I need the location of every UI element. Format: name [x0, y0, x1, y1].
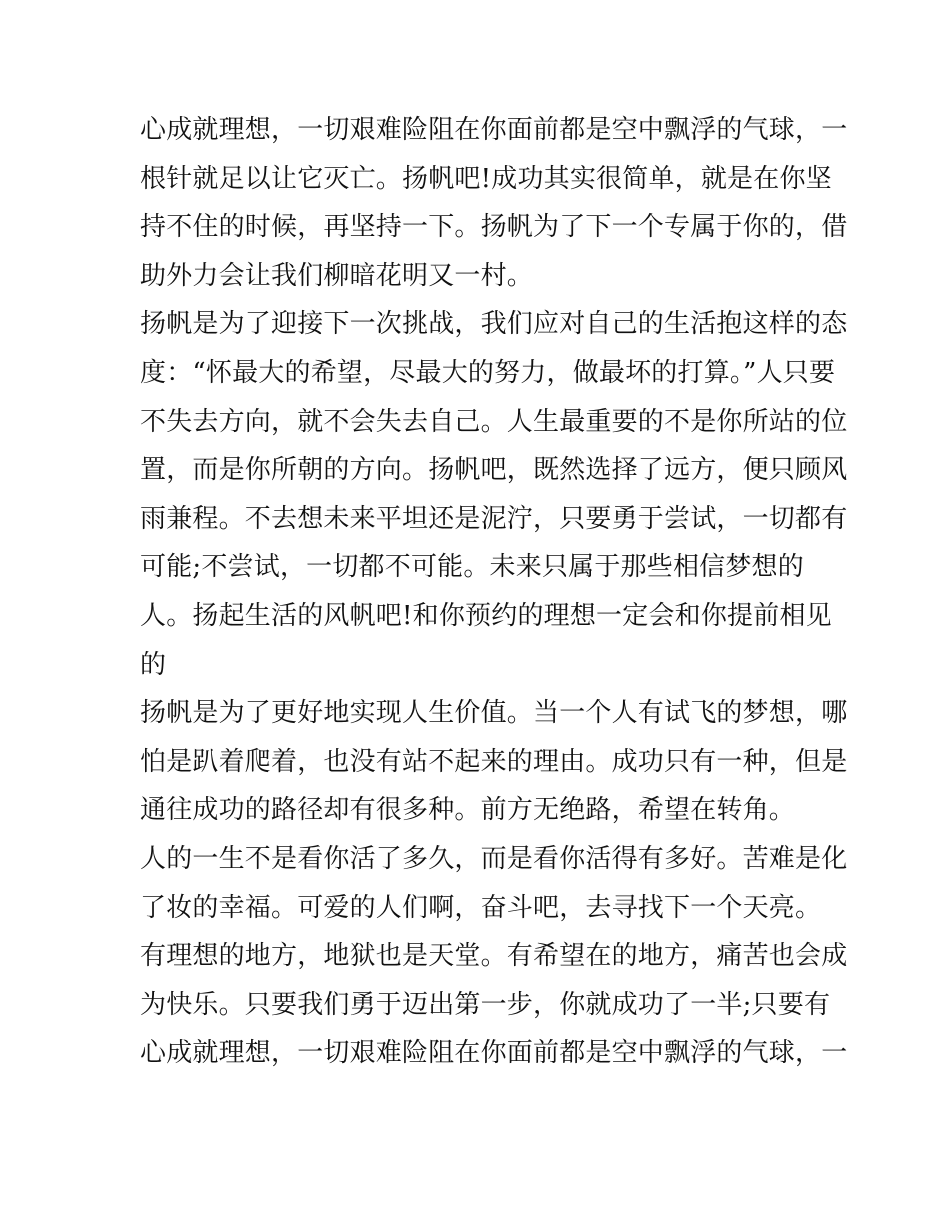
text-line: 雨兼程。不去想未来平坦还是泥泞，只要勇于尝试，一切都有 [140, 503, 848, 534]
text-line: 的 [140, 649, 167, 680]
text-line: 助外力会让我们柳暗花明又一村。 [140, 260, 534, 291]
text-line: 置，而是你所朝的方向。扬帆吧，既然选择了远方，便只顾风 [140, 455, 848, 486]
text-line: 扬帆是为了更好地实现人生价值。当一个人有试飞的梦想，哪 [140, 698, 848, 729]
text-line: 持不住的时候，再坚持一下。扬帆为了下一个专属于你的，借 [140, 212, 848, 243]
text-line: 怕是趴着爬着，也没有站不起来的理由。成功只有一种，但是 [140, 746, 848, 777]
text-line: 为快乐。只要我们勇于迈出第一步，你就成功了一半;只要有 [140, 989, 831, 1020]
text-line: 可能;不尝试，一切都不可能。未来只属于那些相信梦想的 [140, 552, 804, 583]
text-line: 度：“怀最大的希望，尽最大的努力，做最坏的打算。”人只要 [140, 357, 836, 388]
text-line: 扬帆是为了迎接下一次挑战，我们应对自己的生活抱这样的态 [140, 309, 848, 340]
text-line: 心成就理想，一切艰难险阻在你面前都是空中飘浮的气球，一 [140, 1038, 848, 1069]
document-body [140, 106, 848, 1078]
text-line: 人的一生不是看你活了多久，而是看你活得有多好。苦难是化 [140, 843, 848, 874]
text-line: 有理想的地方，地狱也是天堂。有希望在的地方，痛苦也会成 [140, 941, 848, 972]
text-line: 不失去方向，就不会失去自己。人生最重要的不是你所站的位 [140, 406, 848, 437]
text-line: 心成就理想，一切艰难险阻在你面前都是空中飘浮的气球，一 [140, 115, 848, 145]
text-line: 人。扬起生活的风帆吧!和你预约的理想一定会和你提前相见 [140, 600, 832, 631]
text-line: 通往成功的路径却有很多种。前方无绝路，希望在转角。 [140, 795, 796, 826]
text-line: 了妆的幸福。可爱的人们啊，奋斗吧，去寻找下一个天亮。 [140, 892, 822, 923]
text-line: 根针就足以让它灭亡。扬帆吧!成功其实很简单，就是在你坚 [140, 163, 832, 194]
